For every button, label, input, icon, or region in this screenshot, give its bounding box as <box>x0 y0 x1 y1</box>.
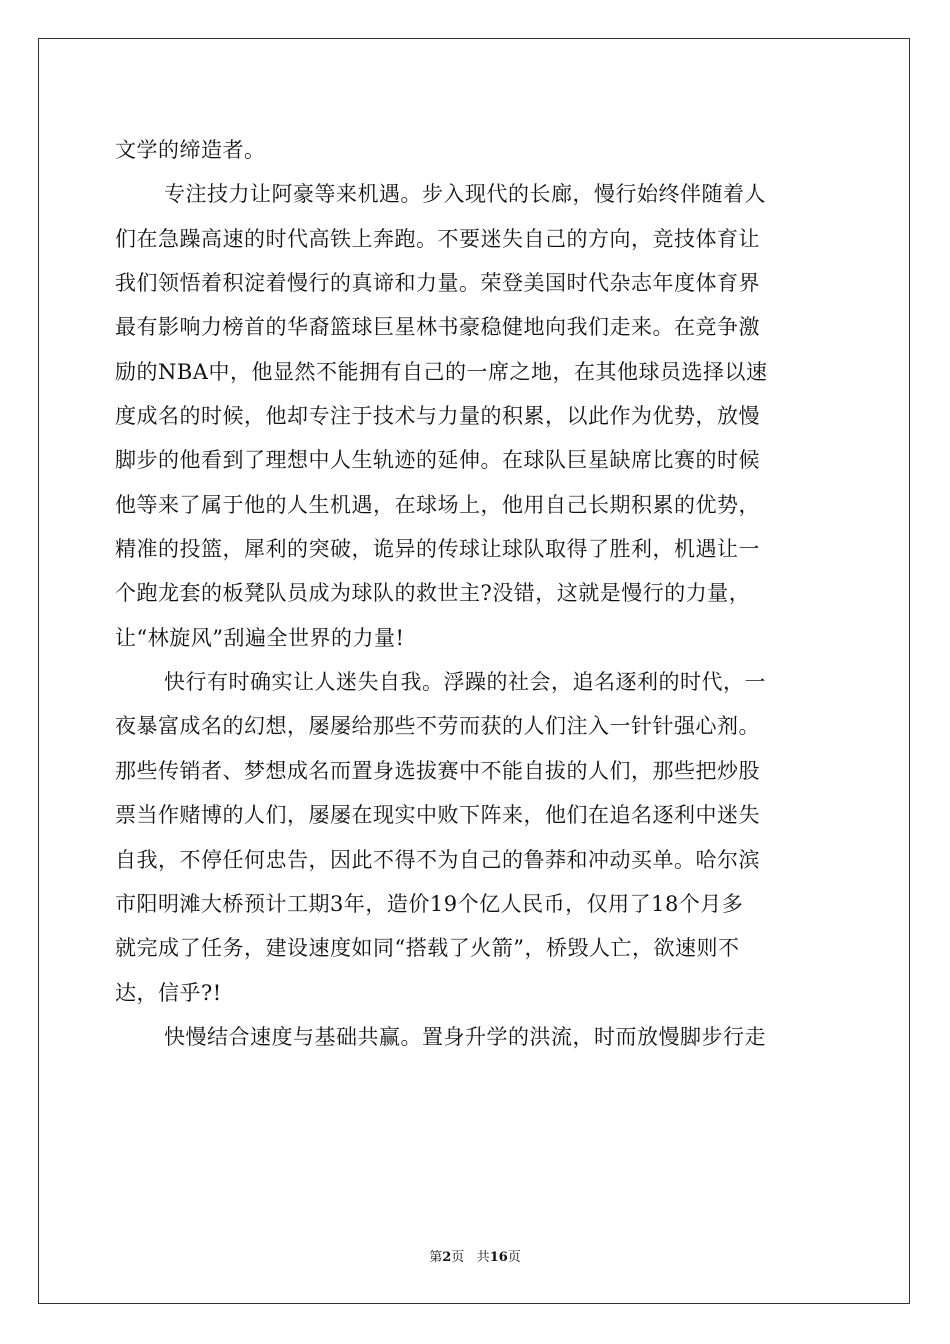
total-prefix: 共 <box>476 1250 490 1265</box>
text-line: 我们领悟着积淀着慢行的真谛和力量。荣登美国时代杂志年度体育界 <box>115 271 760 296</box>
text-line: 自我，不停任何忠告，因此不得不为自己的鲁莽和冲动买单。哈尔滨 <box>115 847 760 872</box>
document-body <box>115 128 835 1059</box>
text-line: 就完成了任务，建设速度如同“搭载了火箭”，桥毁人亡，欲速则不 <box>115 936 740 961</box>
text-line: 他等来了属于他的人生机遇，在球场上，他用自己长期积累的优势， <box>115 492 760 517</box>
text-line: 精准的投篮，犀利的突破，诡异的传球让球队取得了胜利，机遇让一 <box>115 537 760 562</box>
text-line: 让“林旋风”刮遍全世界的力量! <box>115 625 405 650</box>
page-prefix: 第 <box>429 1250 443 1265</box>
paragraph-start-line: 快慢结合速度与基础共赢。置身升学的洪流，时而放慢脚步行走 <box>164 1024 766 1049</box>
page-footer <box>0 1246 950 1265</box>
text-line: 夜暴富成名的幻想，屡屡给那些不劳而获的人们注入一针针强心剂。 <box>115 714 760 739</box>
paragraph-start-line: 快行有时确实让人迷失自我。浮躁的社会，追名逐利的时代，一 <box>164 670 766 695</box>
text-line: 们在急躁高速的时代高铁上奔跑。不要迷失自己的方向，竞技体育让 <box>115 226 760 251</box>
page-number: 2 <box>442 1250 452 1265</box>
text-line: 最有影响力榜首的华裔篮球巨星林书豪稳健地向我们走来。在竞争激 <box>115 315 760 340</box>
total-suffix: 页 <box>507 1250 521 1265</box>
text-line: 那些传销者、梦想成名而置身选拔赛中不能自拔的人们，那些把炒股 <box>115 758 760 783</box>
text-line: 励的NBA中，他显然不能拥有自己的一席之地，在其他球员选择以速 <box>115 359 768 384</box>
text-line: 个跑龙套的板凳队员成为球队的救世主?没错，这就是慢行的力量， <box>115 581 751 606</box>
total-pages: 16 <box>489 1250 508 1265</box>
text-line: 达，信乎?! <box>115 980 222 1005</box>
paragraph-start-line: 专注技力让阿豪等来机遇。步入现代的长廊，慢行始终伴随着人 <box>164 182 766 207</box>
text-line: 文学的缔造者。 <box>115 138 266 162</box>
text-line: 市阳明滩大桥预计工期3年，造价19个亿人民币，仅用了18个月多 <box>115 891 744 916</box>
text-line: 度成名的时候，他却专注于技术与力量的积累，以此作为优势，放慢 <box>115 404 760 429</box>
text-line: 票当作赌博的人们，屡屡在现实中败下阵来，他们在追名逐利中迷失 <box>115 803 760 828</box>
text-line: 脚步的他看到了理想中人生轨迹的延伸。在球队巨星缺席比赛的时候 <box>115 448 760 473</box>
page-suffix: 页 <box>451 1250 465 1265</box>
